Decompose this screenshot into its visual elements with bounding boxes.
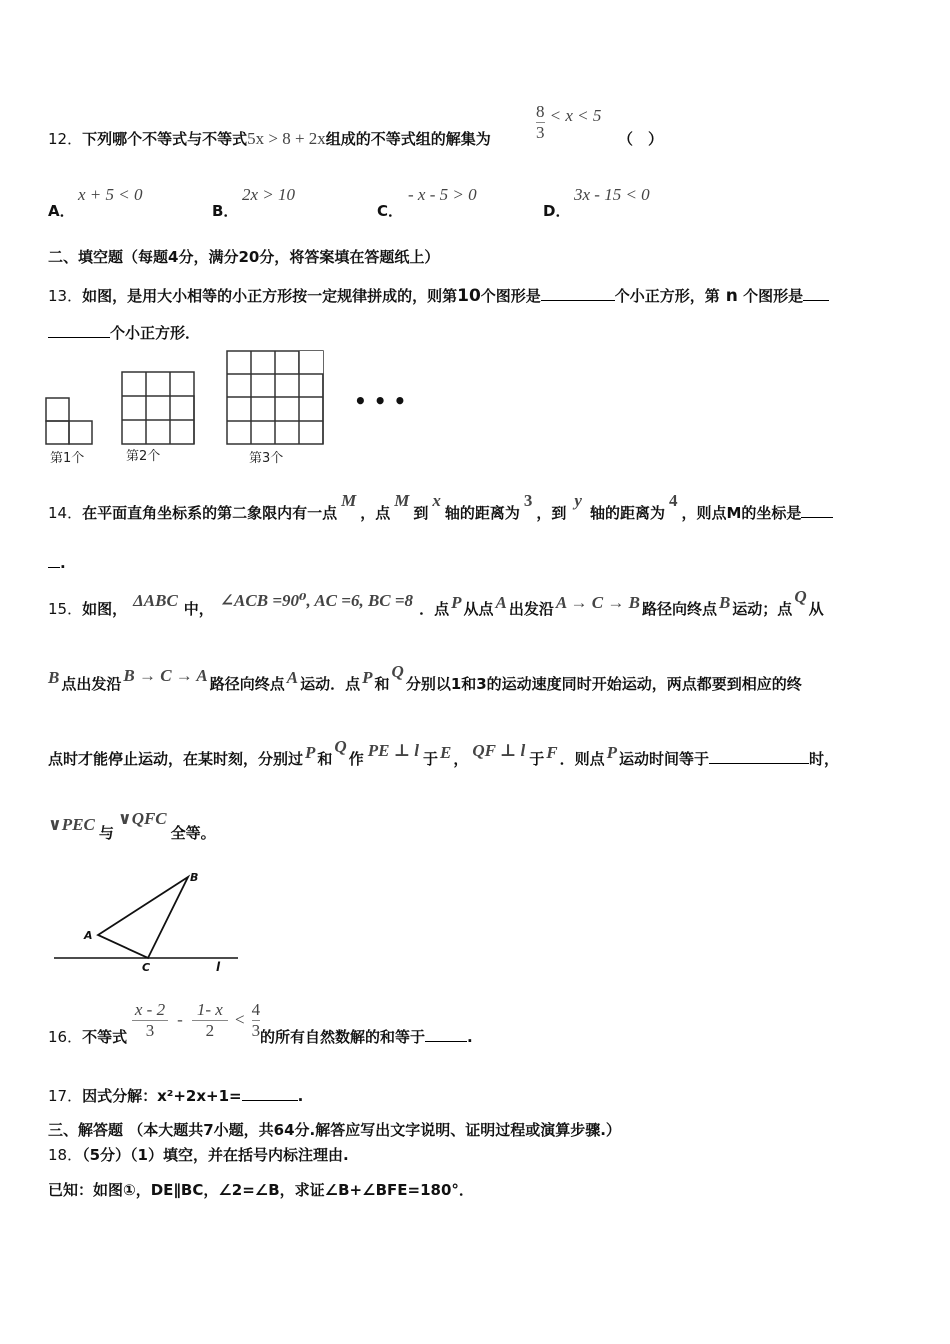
minus-sign: - [177, 1010, 183, 1029]
fraction-denominator: 3 [251, 1021, 261, 1040]
q16-stem-b [260, 1026, 473, 1047]
q15-text: 点时才能停止运动，在某时刻，分别过 [48, 750, 304, 768]
q13-line1 [48, 285, 829, 306]
option-c-expr: - x - 5 > 0 [408, 185, 477, 204]
answer-blank[interactable] [709, 749, 809, 764]
q15-text: 运动；点 [732, 600, 793, 618]
q15-text: 从点 [463, 600, 494, 618]
q15-text: 于 [422, 750, 438, 768]
triangle-pec: ∨PEC [48, 815, 95, 834]
q15-text: 运动．点 [300, 675, 361, 693]
q18-text: （5分）（1）填空，并在括号内标注理由. [82, 1146, 349, 1164]
var-m: M [394, 491, 410, 510]
answer-blank[interactable] [803, 286, 829, 301]
triangle-abc: ΔABC [133, 591, 178, 610]
section-heading-fill-in: 二、填空题（每题4分，满分20分，将答案填在答题纸上） [48, 248, 440, 266]
q15-text: 全等。 [170, 824, 216, 842]
q12-text: 下列哪个不等式与不等式 [82, 130, 248, 148]
q15-text: 运动时间等于 [618, 750, 709, 768]
q13-variable: n [725, 286, 738, 306]
q15-text: 点出发沿 [61, 675, 122, 693]
question-number: 14． [48, 504, 83, 522]
q15-line3 [48, 737, 840, 769]
q13-text: 个小正方形，第 [614, 287, 720, 305]
q18-line1 [48, 1144, 349, 1165]
square [69, 421, 92, 444]
q16-text: 不等式 [82, 1028, 128, 1046]
q17-text: 因式分解：x²+2x+1= [82, 1087, 242, 1105]
q15-text: 从 [808, 600, 824, 618]
answer-blank[interactable] [48, 323, 110, 338]
option-b-label[interactable]: B． [212, 202, 239, 220]
var-x: x [432, 491, 441, 510]
q15-text: 中， [183, 600, 214, 618]
fraction-numerator: 4 [251, 1000, 261, 1019]
perp-pe: PE ⊥ l [367, 741, 419, 760]
q14-text: ，点 [360, 504, 391, 522]
q18-line2: 已知：如图①，DE∥BC，∠2=∠B，求证∠B+∠BFE=180°． [48, 1181, 474, 1199]
fraction [192, 1000, 228, 1041]
fraction-numerator: 1- x [196, 1000, 223, 1019]
q17-stem [48, 1085, 303, 1106]
label-b: B [190, 871, 199, 884]
section-heading-answer: 三、解答题 （本大题共7小题，共64分.解答应写出文字说明、证明过程或演算步骤.） [48, 1121, 621, 1139]
q14-text: 在平面直角坐标系的第二象限内有一点 [82, 504, 338, 522]
option-a-label[interactable]: A． [48, 202, 75, 220]
var-e: E [440, 743, 452, 762]
var-q: Q [334, 737, 347, 756]
label-a: A [84, 929, 93, 942]
q12-text-mid: 组成的不等式组的解集为 [325, 130, 491, 148]
fraction-denominator: 3 [145, 1021, 155, 1040]
q14-tail: . [60, 554, 66, 572]
answer-blank[interactable] [48, 553, 60, 568]
q15-line4 [48, 809, 216, 843]
fraction-numerator: x - 2 [134, 1000, 166, 1019]
label-c: C [142, 961, 151, 974]
q17-tail: . [297, 1087, 304, 1105]
q15-line2 [48, 662, 802, 694]
question-number: 15． [48, 600, 83, 618]
q15-text: 分别以1和3的运动速度同时开始运动，两点都要到相应的终 [405, 675, 802, 693]
q15-text: 作 [348, 750, 364, 768]
q14-text: 轴的距离为 [589, 504, 665, 522]
fraction [252, 1000, 261, 1041]
var-m: M [341, 491, 357, 510]
q15-text: 路径向终点 [641, 600, 717, 618]
path-bca: B → C → A [123, 666, 208, 685]
less-than-sign: < [234, 1010, 245, 1029]
q14-text: ，到 [536, 504, 567, 522]
q15-line1 [48, 587, 824, 619]
square-grid [122, 372, 194, 444]
q14-text: 到 [413, 504, 429, 522]
ellipsis-dots: • • • [354, 389, 407, 413]
answer-blank[interactable] [801, 503, 833, 518]
value-3: 3 [523, 491, 533, 510]
q12-solution-tail: < x < 5 [549, 106, 602, 125]
q12-stem [48, 128, 491, 149]
q13-square-pattern-figure [40, 345, 420, 470]
label-l: l [216, 960, 221, 974]
q12-solution-set [536, 102, 601, 143]
q15-text: 和 [374, 675, 390, 693]
q13-text: 个小正方形． [110, 324, 201, 342]
square [46, 421, 69, 444]
option-c-label[interactable]: C． [377, 202, 404, 220]
square [46, 398, 69, 421]
fraction-denominator: 3 [536, 123, 545, 142]
q13-text: 如图，是用大小相等的小正方形按一定规律拼成的，则第 [82, 287, 458, 305]
path-acb: A → C → B [555, 593, 640, 612]
q13-number: 10 [457, 286, 481, 306]
q15-text: ．则点 [559, 750, 605, 768]
q15-text: 出发沿 [508, 600, 554, 618]
q15-condition: ∠ACB =90⁰, AC =6, BC =8 [219, 591, 414, 610]
q12-inequality: 5x > 8 + 2x [247, 129, 326, 148]
var-p: P [606, 743, 617, 762]
var-p: P [305, 743, 316, 762]
option-d-expr: 3x - 15 < 0 [574, 185, 650, 204]
question-number: 16． [48, 1028, 83, 1046]
q15-text: ， [453, 750, 469, 768]
option-d-label[interactable]: D． [543, 202, 571, 220]
triangle-abc-shape [98, 877, 188, 958]
q15-text: 于 [529, 750, 545, 768]
q15-text: 时， [809, 750, 840, 768]
fraction-numerator: 8 [536, 102, 545, 121]
q16-stem-a [48, 1026, 127, 1047]
figure-label-3: 第3个 [249, 451, 284, 466]
var-b: B [48, 668, 60, 687]
perp-qf: QF ⊥ l [472, 741, 526, 760]
q14-line2 [48, 553, 66, 572]
var-y: y [574, 491, 582, 510]
var-a: A [286, 668, 299, 687]
q13-text: 个图形是 [743, 287, 804, 305]
option-b-expr: 2x > 10 [242, 185, 296, 204]
var-f: F [546, 743, 558, 762]
q13-text: 个图形是 [480, 287, 541, 305]
q16-text: 的所有自然数解的和等于 [260, 1028, 426, 1046]
q15-text: 与 [98, 824, 114, 842]
question-number: 12． [48, 130, 83, 148]
fraction-denominator: 2 [205, 1021, 215, 1040]
figure-label-1: 第1个 [50, 451, 85, 466]
question-number: 18． [48, 1146, 83, 1164]
question-number: 17． [48, 1087, 83, 1105]
q14-text: 轴的距离为 [444, 504, 520, 522]
fraction [536, 102, 545, 143]
var-p: P [451, 593, 462, 612]
var-p: P [362, 668, 373, 687]
q15-triangle-figure [48, 865, 263, 980]
triangle-qfc: ∨QFC [117, 809, 167, 828]
question-number: 13． [48, 287, 83, 305]
q14-line1 [48, 491, 833, 523]
q14-text: ，则点M的坐标是 [681, 504, 802, 522]
q15-text: 和 [317, 750, 333, 768]
q15-text: 如图， [82, 600, 128, 618]
var-q: Q [794, 587, 807, 606]
answer-blank[interactable] [425, 1027, 467, 1042]
value-4: 4 [668, 491, 678, 510]
q16-tail: . [467, 1028, 473, 1046]
var-b: B [718, 593, 731, 612]
q13-line2 [48, 322, 200, 343]
answer-blank[interactable] [541, 286, 615, 301]
fraction [132, 1000, 168, 1041]
option-a-expr: x + 5 < 0 [78, 185, 143, 204]
var-q: Q [391, 662, 404, 681]
q15-text: 路径向终点 [209, 675, 285, 693]
var-a: A [495, 593, 507, 612]
answer-blank[interactable] [242, 1086, 298, 1101]
figure-label-2: 第2个 [126, 449, 161, 464]
q16-inequality [132, 1000, 260, 1041]
q15-text: ．点 [419, 600, 450, 618]
answer-parens: （ ） [618, 130, 664, 148]
